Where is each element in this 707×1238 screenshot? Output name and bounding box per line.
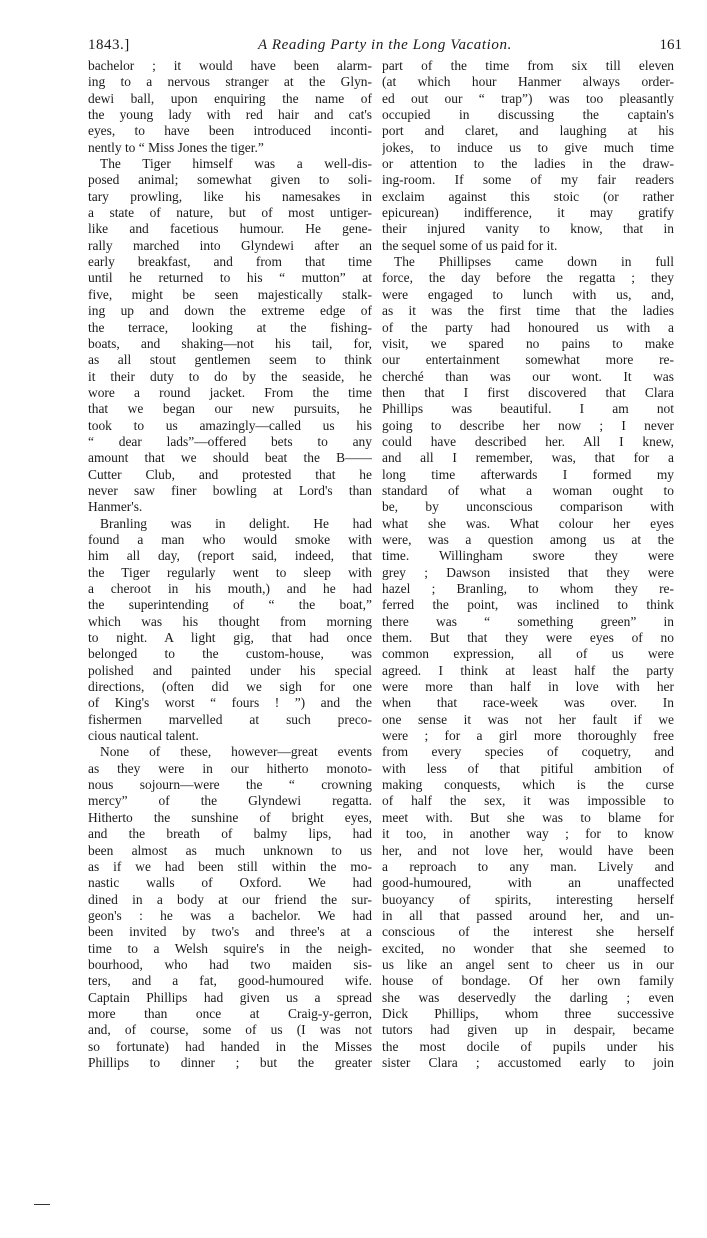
text-line: the Tiger regularly went to sleep with: [88, 564, 372, 580]
text-line: from every species of coquetry, and: [382, 744, 674, 760]
text-line: in all that passed around her, and un-: [382, 907, 674, 923]
header-title: A Reading Party in the Long Vacation.: [258, 37, 512, 53]
text-line: never saw finer bowling at Lord's than: [88, 482, 372, 498]
text-line: were more than half in love with her: [382, 679, 674, 695]
text-line: her, and not love her, would have been: [382, 842, 674, 858]
text-line: it too, in another way ; for to know: [382, 826, 674, 842]
text-line: and the breath of balmy lips, had: [88, 826, 372, 842]
text-line: ing-room. If some of my fair readers: [382, 172, 674, 188]
text-line: Hitherto the sunshine of bright eyes,: [88, 809, 372, 825]
text-line: long time afterwards I formed my: [382, 466, 674, 482]
margin-mark: [34, 1204, 50, 1205]
text-line: making conquests, which is the curse: [382, 777, 674, 793]
text-line: of half the sex, it was impossible to: [382, 793, 674, 809]
text-line: she was deservedly the darling ; even: [382, 989, 674, 1005]
text-line: bachelor ; it would have been alarm-: [88, 58, 372, 73]
text-line: mercy” of the Glyndewi regatta.: [88, 793, 372, 809]
text-line: tary prowling, like his namesakes in: [88, 188, 372, 204]
text-line: port and claret, and laughing at his: [382, 123, 674, 139]
text-line: bourhood, who had two maiden sis-: [88, 956, 372, 972]
text-line: the terrace, looking at the fishing-: [88, 319, 372, 335]
text-line: None of these, however—great events: [100, 744, 372, 760]
text-line: Cutter Club, and protested that he: [88, 466, 372, 482]
text-line: been almost as much unknown to us: [88, 842, 372, 858]
text-line: grey ; Dawson insisted that they were: [382, 564, 674, 580]
text-line: dined in a body at our friend the sur-: [88, 891, 372, 907]
text-line: amount that we should beat the B——: [88, 450, 372, 466]
text-line: hazel ; Branling, to whom they re-: [382, 581, 674, 596]
text-line: the superintending of “ the boat,”: [88, 597, 372, 613]
text-line: common expression, all of us were: [382, 646, 674, 662]
text-line: one sense it was not her fault if we: [382, 711, 674, 727]
text-line: exclaim against this stoic (or rather: [382, 188, 674, 204]
text-line: force, the day before the regatta ; they: [382, 270, 674, 286]
text-line: eyes, to have been introduced inconti-: [88, 123, 372, 139]
text-line: going to describe her now ; I never: [382, 417, 674, 433]
text-line: Captain Phillips had given us a spread: [88, 989, 372, 1005]
text-line: good-humoured, with an unaffected: [382, 875, 674, 891]
text-line: of the party had honoured us with a: [382, 319, 674, 335]
text-line: us like an angel sent to cheer us in our: [382, 956, 674, 972]
text-line: when that race-week was over. In: [382, 695, 674, 711]
text-line: cherché than was our wont. It was: [382, 368, 674, 384]
text-line: posed animal; somewhat given to soli-: [88, 172, 372, 188]
text-line: as if we had been still within the mo-: [88, 858, 372, 874]
header-year: 1843.]: [88, 37, 130, 53]
text-line: which was his thought from morning: [88, 613, 372, 629]
text-line: meet with. But she was to blame for: [382, 809, 674, 825]
text-line: buoyancy of spirits, interesting herself: [382, 891, 674, 907]
text-line: ed out our “ trap”) was too pleasantly: [382, 90, 674, 106]
text-line: geon's : he was a bachelor. We had: [88, 907, 372, 923]
text-line: him all day, (report said, indeed, that: [88, 548, 372, 564]
text-line: fishermen marvelled at such preco-: [88, 711, 372, 727]
text-line: nous sojourn—were the “ crowning: [88, 777, 372, 793]
text-line: nastic walls of Oxford. We had: [88, 875, 372, 891]
text-line: boats, and shaking—not his tail, for,: [88, 335, 372, 351]
text-line: found a man who would smoke with: [88, 531, 372, 547]
text-line: were engaged to lunch with us, and,: [382, 286, 674, 302]
running-header: [88, 34, 682, 56]
text-line: took to us amazingly—called us his: [88, 417, 372, 433]
text-line: our entertainment somewhat more re-: [382, 352, 674, 368]
text-line: wore a round jacket. From the time: [88, 384, 372, 400]
text-line: ferred the point, was inclined to think: [382, 597, 674, 613]
text-line: “ dear lads”—offered bets to any: [88, 433, 372, 449]
text-line: and, of course, some of us (I was not: [88, 1022, 372, 1038]
text-line: a reproach to any man. Lively and: [382, 858, 674, 874]
text-line: a state of nature, but of most untiger-: [88, 205, 372, 221]
text-line: as they were in our hitherto monoto-: [88, 760, 372, 776]
text-line: The Tiger himself was a well-dis-: [100, 156, 372, 172]
text-line: of King's worst “ fours ! ”) and the: [88, 695, 372, 711]
text-line: or attention to the ladies in the draw-: [382, 156, 674, 172]
text-line: as all stout gentlemen seem to think: [88, 352, 372, 368]
text-line: there was “ something green” in: [382, 613, 674, 629]
text-line: Phillips to dinner ; but the greater: [88, 1054, 372, 1070]
text-line: a cheroot in his mouth,) and he had: [88, 581, 372, 596]
text-line: were ; for a girl more thoroughly free: [382, 728, 674, 744]
text-line: occupied in discussing the captain's: [382, 107, 674, 123]
text-line: visit, we spared no pains to make: [382, 335, 674, 351]
text-line: been invited by two's and three's at a: [88, 924, 372, 940]
text-line: with less of that pitiful ambition of: [382, 760, 674, 776]
text-line: standard of what a woman ought to: [382, 482, 674, 498]
text-line: house of bondage. Of her own family: [382, 973, 674, 989]
text-line: polished and painted under his special: [88, 662, 372, 678]
text-line: directions, (often did we sigh for one: [88, 679, 372, 695]
text-line: as it was the first time that the ladies: [382, 303, 674, 319]
text-line: more than once at Craig-y-gerron,: [88, 1005, 372, 1021]
text-line: the most docile of pupils under his: [382, 1038, 674, 1054]
text-line: be, by unconscious comparison with: [382, 499, 674, 515]
text-line: conscious of the interest she herself: [382, 924, 674, 940]
text-line: (at which hour Hanmer always order-: [382, 74, 674, 90]
text-line: so fortunate) had handed in the Misses: [88, 1038, 372, 1054]
text-line: ters, and a fat, good-humoured wife.: [88, 973, 372, 989]
text-line: rally marched into Glyndewi after an: [88, 237, 372, 253]
text-line: were, was a question among us at the: [382, 531, 674, 547]
text-line: the sequel some of us paid for it.: [382, 237, 558, 253]
text-line: The Phillipses came down in full: [394, 254, 674, 270]
text-line: until he returned to his “ mutton” at: [88, 270, 372, 286]
text-line: sister Clara ; accustomed early to join: [382, 1054, 674, 1070]
text-line: them. But that they were eyes of no: [382, 630, 674, 646]
text-line: Hanmer's.: [88, 499, 143, 515]
text-line: the young lady with red hair and cat's: [88, 107, 372, 123]
text-line: tutors had given up in despair, became: [382, 1022, 674, 1038]
text-line: then that I first discovered that Clara: [382, 384, 674, 400]
text-line: to night. A light gig, that had once: [88, 630, 372, 646]
right-column: [382, 58, 674, 1071]
text-line: their injured vanity to know, that in: [382, 221, 674, 237]
text-line: epicurean) indifference, it may gratify: [382, 205, 674, 221]
text-line: dewi ball, upon enquiring the name of: [88, 90, 372, 106]
text-line: five, might be seen majestically stalk-: [88, 286, 372, 302]
text-line: Branling was in delight. He had: [100, 515, 372, 531]
text-line: belonged to the custom-house, was: [88, 646, 372, 662]
text-line: excited, no wonder that she seemed to: [382, 940, 674, 956]
text-line: could have described her. All I knew,: [382, 433, 674, 449]
text-line: time. Willingham swore they were: [382, 548, 674, 564]
text-line: cious nautical talent.: [88, 728, 199, 744]
text-line: Dick Phillips, whom three successive: [382, 1005, 674, 1021]
text-line: agreed. I think at least half the party: [382, 662, 674, 678]
text-line: and all I remember, was, that for a: [382, 450, 674, 466]
text-line: it their duty to do by the seaside, he: [88, 368, 372, 384]
text-line: part of the time from six till eleven: [382, 58, 674, 73]
text-line: Phillips was beautiful. I am not: [382, 401, 674, 417]
text-line: jokes, to induce us to give much time: [382, 139, 674, 155]
text-line: like and facetious humour. He gene-: [88, 221, 372, 237]
text-line: early breakfast, and from that time: [88, 254, 372, 270]
text-line: ing to a nervous stranger at the Glyn-: [88, 74, 372, 90]
text-line: time to a Welsh squire's in the neigh-: [88, 940, 372, 956]
page-number: 161: [659, 37, 682, 53]
text-line: what she was. What colour her eyes: [382, 515, 674, 531]
text-line: ing up and down the extreme edge of: [88, 303, 372, 319]
text-line: that we began our new pursuits, he: [88, 401, 372, 417]
text-line: nently to “ Miss Jones the tiger.”: [88, 139, 264, 155]
left-column: [88, 58, 372, 1071]
